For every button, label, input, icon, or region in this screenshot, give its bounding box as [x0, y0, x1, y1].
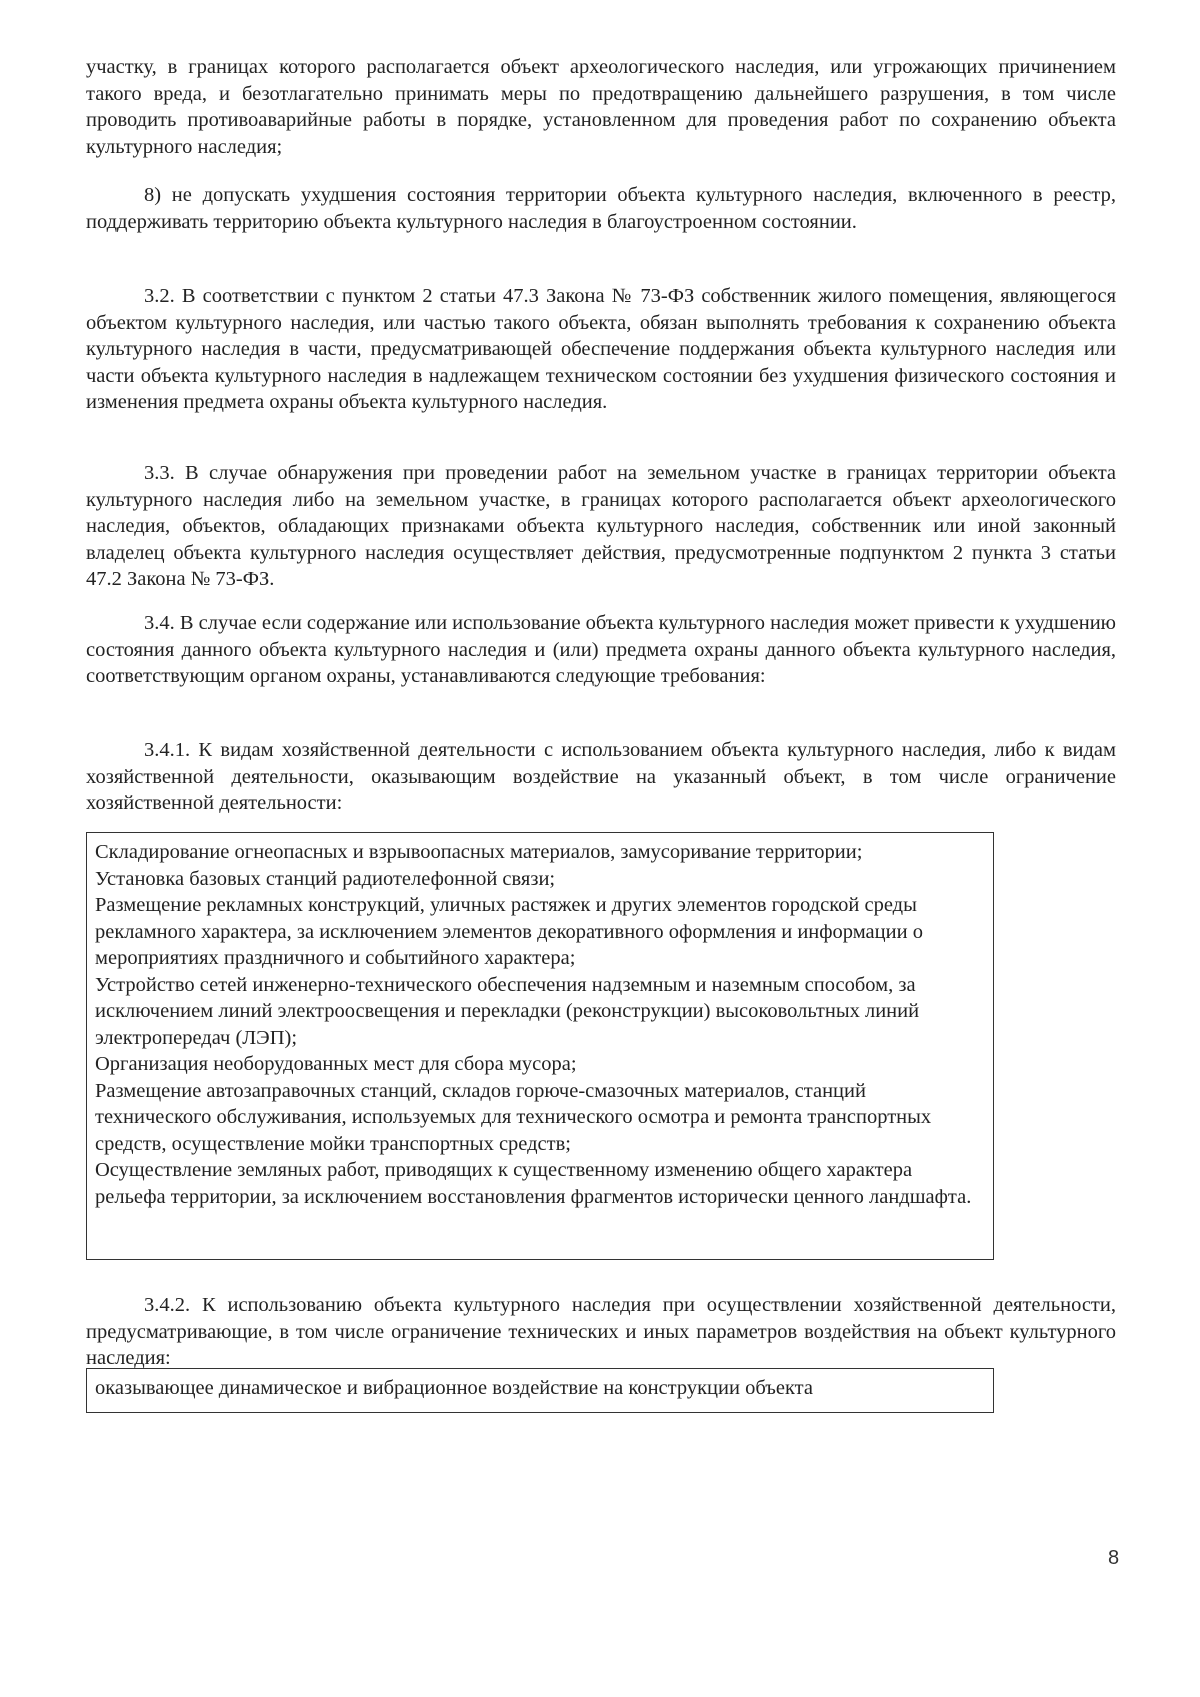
impact-box: [86, 1368, 994, 1413]
restriction-item: Организация необорудованных мест для сбора мусора;: [95, 1053, 577, 1075]
paragraph-3-2: 3.2. В соответствии с пунктом 2 статьи 47.3 Закона № 73-ФЗ собственник жилого помещения, являющегося объектом культурного наследия, или частью такого объекта, обязан выполнять требования к сохранению объекта культурного наследия в части, предусматривающей обеспечение поддержания объекта культурного наследия или части объекта культурного наследия в надлежащем техническом состоянии без ухудшения физического состояния и изменения предмета охраны объекта культурного наследия.: [86, 285, 1116, 413]
paragraph-continuation: участку, в границах которого располагается объект археологического наследия, или угрожающих причинением такого вреда, и безотлагательно принимать меры по предотвращению дальнейшего разрушения, в том числе проводить противоаварийные работы в порядке, установленном для проведения работ по сохранению объекта культурного наследия;: [86, 56, 1116, 158]
paragraph-item-8: 8) не допускать ухудшения состояния территории объекта культурного наследия, включенного в реестр, поддерживать территорию объекта культурного наследия в благоустроенном состоянии.: [86, 184, 1116, 233]
restriction-item: Устройство сетей инженерно-технического обеспечения надземным и наземным способом, за исключением линий электроосвещения и перекладки (реконструкции) высоковольтных линий электропередач (ЛЭП);: [95, 973, 920, 1049]
restriction-item: Складирование огнеопасных и взрывоопасных материалов, замусоривание территории;: [95, 841, 863, 863]
page-number: 8: [1108, 1547, 1120, 1569]
paragraph-3-4-1: 3.4.1. К видам хозяйственной деятельности с использованием объекта культурного наследия, либо к видам хозяйственной деятельности, оказывающим воздействие на указанный объект, в том числе ограничение хозяйственной деятельности:: [86, 739, 1116, 814]
paragraph-3-3: 3.3. В случае обнаружения при проведении работ на земельном участке в границах территории объекта культурного наследия либо на земельном участке, в границах которого располагается объект археологического наследия, объектов, обладающих признаками объекта культурного наследия, собственник или иной законный владелец объекта культурного наследия осуществляет действия, предусмотренные подпунктом 2 пункта 3 статьи 47.2 Закона № 73-ФЗ.: [86, 462, 1116, 590]
restriction-item: Размещение рекламных конструкций, уличных растяжек и других элементов городской среды рекламного характера, за исключением элементов декоративного оформления и информации о мероприятиях праздничного и событийного характера;: [95, 894, 923, 969]
impact-text: оказывающее динамическое и вибрационное воздействие на конструкции объекта: [95, 1377, 813, 1399]
restriction-item: Осуществление земляных работ, приводящих к существенному изменению общего характера рельефа территории, за исключением восстановления фрагментов исторически ценного ландшафта.: [95, 1159, 972, 1208]
paragraph-3-4: 3.4. В случае если содержание или использование объекта культурного наследия может привести к ухудшению состояния данного объекта культурного наследия и (или) предмета охраны данного объекта культурного наследия, соответствующим органом охраны, устанавливаются следующие требования:: [86, 612, 1116, 687]
restrictions-box: [86, 832, 994, 1260]
restriction-item: Размещение автозаправочных станций, складов горюче-смазочных материалов, станций технического обслуживания, используемых для технического осмотра и ремонта транспортных средств, осуществление мойки транспортных средств;: [95, 1079, 932, 1155]
restriction-item: Установка базовых станций радиотелефонной связи;: [95, 867, 556, 890]
paragraph-3-4-2: 3.4.2. К использованию объекта культурного наследия при осуществлении хозяйственной деятельности, предусматривающие, в том числе ограничение технических и иных параметров воздействия на объект культурного наследия:: [86, 1294, 1116, 1369]
